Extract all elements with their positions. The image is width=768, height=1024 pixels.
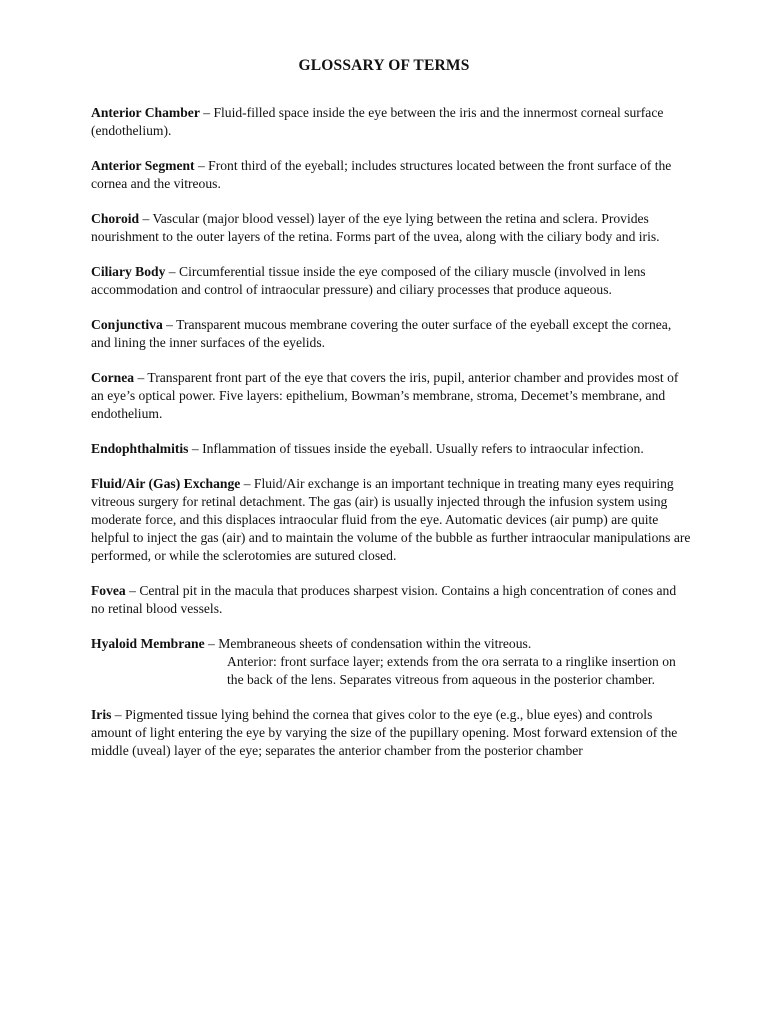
glossary-definition: Fluid-filled space inside the eye between the iris and the innermost corneal surface (endothelium). xyxy=(91,105,664,138)
glossary-term: Iris xyxy=(91,707,112,722)
glossary-term: Fovea xyxy=(91,583,126,598)
glossary-definition: Vascular (major blood vessel) layer of the eye lying between the retina and sclera. Provides nourishment to the outer layers of the retina. Forms part of the uvea, along with the ciliary body and iris. xyxy=(91,211,660,244)
glossary-entry-cornea: Cornea – Transparent front part of the eye that covers the iris, pupil, anterior chamber and provides most of an eye’s optical power. Five layers: epithelium, Bowman’s membrane, stroma, Decemet’s membrane, and endothelium. xyxy=(91,370,679,421)
glossary-term: Ciliary Body xyxy=(91,264,166,279)
glossary-definition: Transparent mucous membrane covering the outer surface of the eyeball except the cornea, and lining the inner surfaces of the eyelids. xyxy=(91,317,672,350)
glossary-definition: Membraneous sheets of condensation within the vitreous. xyxy=(218,636,532,651)
glossary-definition: Inflammation of tissues inside the eyeball. Usually refers to intraocular infection. xyxy=(202,441,644,456)
glossary-term: Endophthalmitis xyxy=(91,441,189,456)
glossary-definition: Central pit in the macula that produces sharpest vision. Contains a high concentration of cones and no retinal blood vessels. xyxy=(91,583,677,616)
glossary-entry-anterior-segment: Anterior Segment – Front third of the eyeball; includes structures located between the front surface of the cornea and the vitreous. xyxy=(91,158,672,191)
glossary-term: Choroid xyxy=(91,211,140,226)
glossary-term: Anterior Segment xyxy=(91,158,195,173)
glossary-entry-iris: Iris – Pigmented tissue lying behind the cornea that gives color to the eye (e.g., blue eyes) and controls amount of light entering the eye by varying the size of the pupillary opening. Most forward extension of the middle (uveal) layer of the eye; separates the anterior chamber from the posterior chamber xyxy=(91,707,678,758)
glossary-definition: Fluid/Air exchange is an important technique in treating many eyes requiring vitreous surgery for retinal detachment. The gas (air) is usually injected through the infusion system using moderate force, and this displaces intraocular fluid from the eye. Automatic devices (air pump) are quite helpful to inject the gas (air) and to maintain the volume of the bubble as further intraocular manipulations are performed, or while the sclerotomies are sutured closed. xyxy=(91,476,691,563)
glossary-term: Fluid/Air (Gas) Exchange xyxy=(91,476,241,491)
glossary-term: Conjunctiva xyxy=(91,317,163,332)
glossary-term: Anterior Chamber xyxy=(91,105,200,120)
glossary-definition: Pigmented tissue lying behind the cornea that gives color to the eye (e.g., blue eyes) and controls amount of light entering the eye by varying the size of the pupillary opening. Most forward extension of the middle (uveal) layer of the eye; separates the anterior chamber from the posterior chamber xyxy=(91,707,678,758)
glossary-definition: Circumferential tissue inside the eye composed of the ciliary muscle (involved in lens accommodation and control of intraocular pressure) and ciliary processes that produce aqueous. xyxy=(91,264,646,297)
glossary-term: Hyaloid Membrane xyxy=(91,636,205,651)
glossary-entry-hyaloid-membrane: Hyaloid Membrane – Membraneous sheets of condensation within the vitreous. Anterior: front surface layer; extends from the ora serrata to a ringlike insertion on the back of the lens. Separates vitreous from aqueous in the posterior chamber. xyxy=(91,635,691,689)
glossary-entry-fovea: Fovea – Central pit in the macula that produces sharpest vision. Contains a high concentration of cones and no retinal blood vessels. xyxy=(91,583,677,616)
glossary-entry-endophthalmitis: Endophthalmitis – Inflammation of tissues inside the eyeball. Usually refers to intraocular infection. xyxy=(91,441,644,456)
glossary-list xyxy=(91,104,691,777)
glossary-entry-choroid: Choroid – Vascular (major blood vessel) layer of the eye lying between the retina and sclera. Provides nourishment to the outer layers of the retina. Forms part of the uvea, along with the ciliary body and iris. xyxy=(91,211,660,244)
page-title: GLOSSARY OF TERMS xyxy=(298,57,470,74)
glossary-subdefinition: Anterior: front surface layer; extends from the ora serrata to a ringlike insertion on the back of the lens. Separates vitreous from aqueous in the posterior chamber. xyxy=(227,654,676,687)
glossary-entry-anterior-chamber: Anterior Chamber – Fluid-filled space inside the eye between the iris and the innermost corneal surface (endothelium). xyxy=(91,105,664,138)
glossary-entry-conjunctiva: Conjunctiva – Transparent mucous membrane covering the outer surface of the eyeball except the cornea, and lining the inner surfaces of the eyelids. xyxy=(91,317,672,350)
glossary-entry-ciliary-body: Ciliary Body – Circumferential tissue inside the eye composed of the ciliary muscle (involved in lens accommodation and control of intraocular pressure) and ciliary processes that produce aqueous. xyxy=(91,264,646,297)
glossary-term: Cornea xyxy=(91,370,135,385)
glossary-definition: Front third of the eyeball; includes structures located between the front surface of the cornea and the vitreous. xyxy=(91,158,672,191)
glossary-definition: Transparent front part of the eye that covers the iris, pupil, anterior chamber and provides most of an eye’s optical power. Five layers: epithelium, Bowman’s membrane, stroma, Decemet’s membrane, and endothelium. xyxy=(91,370,679,421)
glossary-entry-fluid-air-exchange: Fluid/Air (Gas) Exchange – Fluid/Air exchange is an important technique in treating many eyes requiring vitreous surgery for retinal detachment. The gas (air) is usually injected through the infusion system using moderate force, and this displaces intraocular fluid from the eye. Automatic devices (air pump) are quite helpful to inject the gas (air) and to maintain the volume of the bubble as further intraocular manipulations are performed, or while the sclerotomies are sutured closed. xyxy=(91,476,691,563)
